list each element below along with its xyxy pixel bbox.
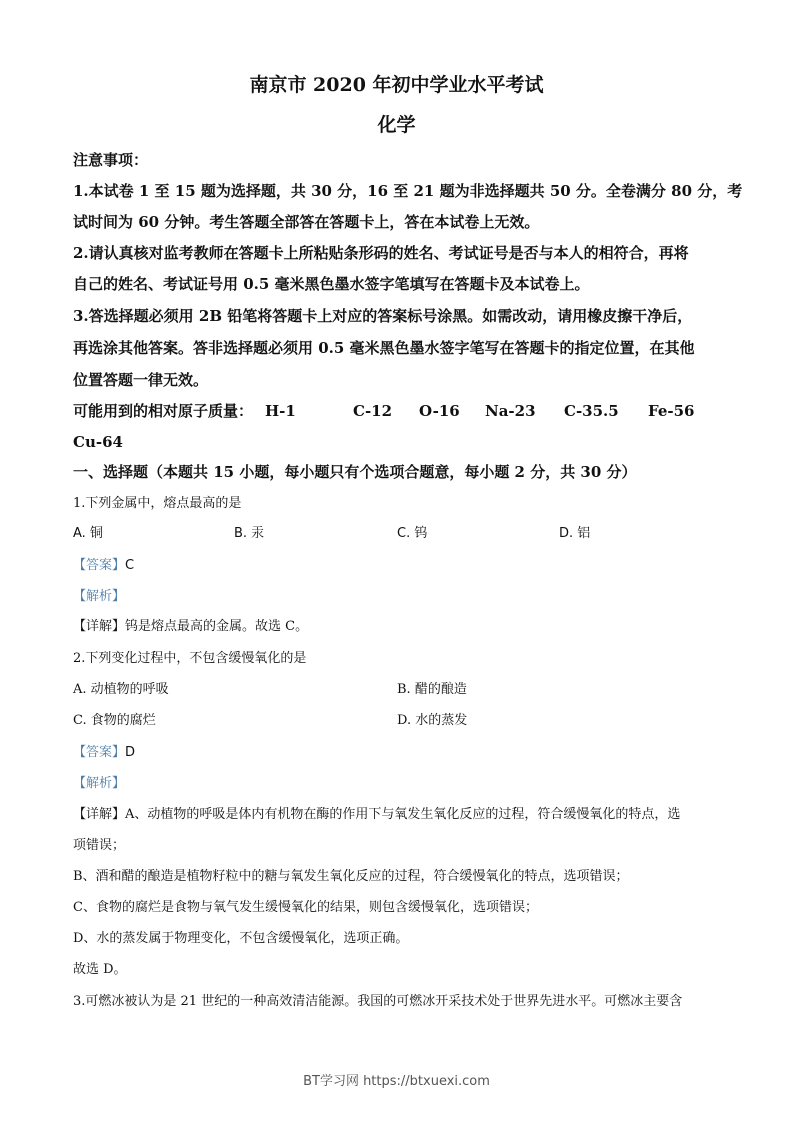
question-1-option-c: C. 钨: [397, 526, 428, 541]
detail-text: A、动植物的呼吸是体内有机物在酶的作用下与氧发生氧化反应的过程，符合缓慢氧化的特点，选: [125, 807, 681, 822]
notice-item-1-line-2: 试时间为 60 分钟。考生答题全部答在答题卡上，答在本试卷上无效。: [73, 213, 540, 231]
detail-text: 钨是熔点最高的金属。故选 C。: [125, 619, 309, 634]
question-1-analysis: [73, 586, 125, 607]
question-2-detail-line-5: D、水的蒸发属于物理变化，不包含缓慢氧化，选项正确。: [73, 931, 409, 946]
analysis-label: 【解析】: [73, 776, 126, 791]
question-2-option-d: D. 水的蒸发: [397, 713, 468, 728]
question-2-analysis: [73, 773, 125, 794]
question-1-detail: [73, 617, 308, 637]
question-1-answer: [73, 555, 134, 576]
mass-cl: C-35.5: [564, 402, 619, 420]
question-2-detail-line-2: 项错误；: [73, 838, 126, 853]
detail-label: 【详解】: [73, 807, 126, 822]
notice-item-3-line-3: 位置答题一律无效。: [73, 371, 209, 389]
mass-c: C-12: [353, 402, 393, 420]
question-1-option-b: B. 汞: [234, 526, 265, 541]
question-2-detail-line-6: 故选 D。: [73, 962, 127, 977]
section-heading: 一、选择题（本题共 15 小题，每小题只有个选项合题意，每小题 2 分，共 30 分）: [73, 463, 637, 481]
document-subject: 化学: [377, 114, 416, 136]
notice-item-3-line-1: 3.答选择题必须用 2B 铅笔将答题卡上对应的答案标号涂黑。如需改动，请用橡皮擦干净后，: [73, 307, 693, 325]
question-2-answer: [73, 742, 135, 763]
question-2-detail-line-4: C、食物的腐烂是食物与氧气发生缓慢氧化的结果，则包含缓慢氧化，选项错误；: [73, 900, 538, 915]
notice-heading: 注意事项：: [73, 151, 149, 169]
atomic-masses: [73, 401, 733, 421]
mass-o: O-16: [419, 402, 460, 420]
answer-label: 【答案】: [73, 745, 126, 760]
notice-item-1-line-1: 1.本试卷 1 至 15 题为选择题，共 30 分，16 至 21 题为非选择题共 50 分。全卷满分 80 分，考: [73, 182, 743, 200]
answer-value: C: [125, 558, 135, 573]
notice-item-2-line-2: 自己的姓名、考试证号用 0.5 毫米黑色墨水签字笔填写在答题卡及本试卷上。: [73, 275, 590, 293]
mass-fe: Fe-56: [648, 402, 695, 420]
footer-watermark: BT学习网 https://btxuexi.com: [303, 1074, 490, 1089]
notice-item-3-line-2: 再选涂其他答案。答非选择题必须用 0.5 毫米黑色墨水签字笔写在答题卡的指定位置，在其他: [73, 339, 695, 357]
mass-cu: Cu-64: [73, 433, 123, 451]
question-2-detail-line-1: [73, 805, 680, 825]
question-2-option-a: A. 动植物的呼吸: [73, 682, 169, 697]
answer-value: D: [125, 745, 136, 760]
mass-na: Na-23: [485, 402, 536, 420]
question-2-option-c: C. 食物的腐烂: [73, 713, 156, 728]
question-2-option-b: B. 醋的酿造: [397, 682, 467, 697]
mass-h: H-1: [265, 402, 296, 420]
notice-item-2-line-1: 2.请认真核对监考教师在答题卡上所粘贴条形码的姓名、考试证号是否与本人的相符合，再将: [73, 244, 689, 262]
document-title: 南京市 2020 年初中学业水平考试: [249, 74, 544, 96]
answer-label: 【答案】: [73, 558, 126, 573]
analysis-label: 【解析】: [73, 589, 126, 604]
detail-label: 【详解】: [73, 619, 126, 634]
question-3-stem: 3.可燃冰被认为是 21 世纪的一种高效清洁能源。我国的可燃冰开采技术处于世界先进水平。可燃冰主要含: [73, 994, 683, 1009]
atomic-masses-label: 可能用到的相对原子质量：: [73, 402, 254, 420]
question-2-stem: 2.下列变化过程中，不包含缓慢氧化的是: [73, 651, 307, 666]
question-1-stem: 1.下列金属中，熔点最高的是: [73, 496, 242, 511]
question-1-option-a: A. 铜: [73, 526, 103, 541]
question-1-option-d: D. 铝: [559, 526, 591, 541]
question-2-detail-line-3: B、酒和醋的酿造是植物籽粒中的糖与氧发生氧化反应的过程，符合缓慢氧化的特点，选项错误；: [73, 869, 629, 884]
